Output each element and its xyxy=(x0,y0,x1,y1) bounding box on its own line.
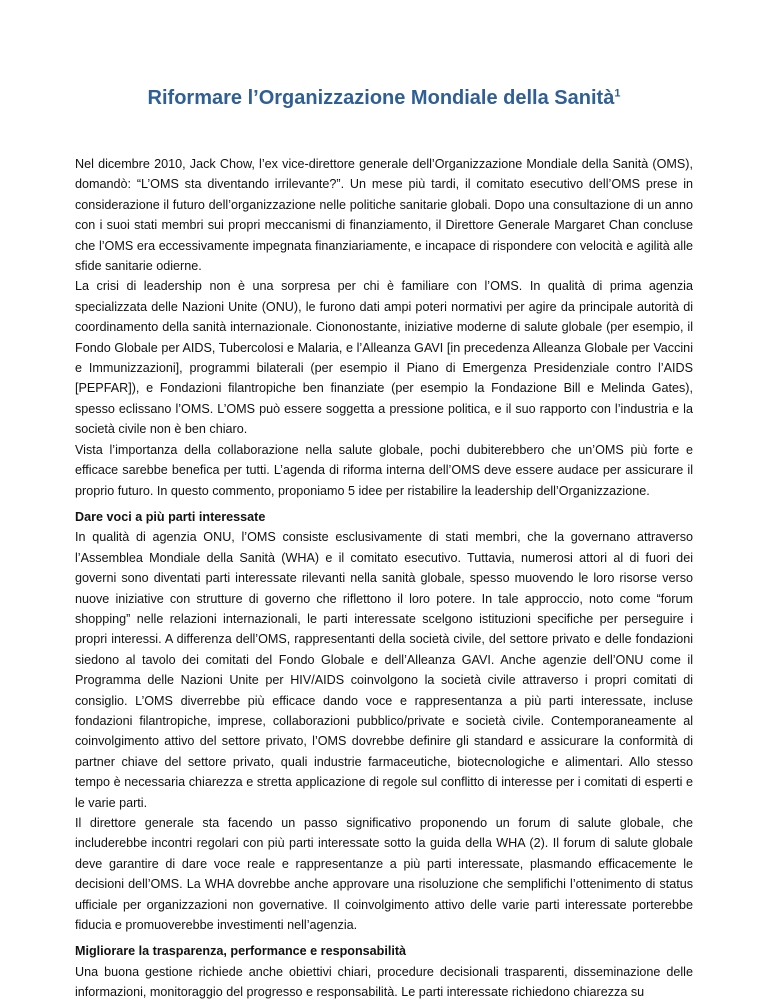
document-body xyxy=(75,154,693,1003)
paragraph-good-governance: Una buona gestione richiede anche obiettivi chiari, procedure decisionali trasparenti, disseminazione delle informazioni, monitoraggio del progresso e responsabilità. Le parti interessate richiedono chiarezza su xyxy=(75,964,693,1000)
section-heading-transparency: Migliorare la trasparenza, performance e responsabilità xyxy=(75,944,407,959)
paragraph-collaboration: Vista l’importanza della collaborazione nella salute globale, pochi dubiterebbero che un’OMS più forte e efficace sarebbe benefica per tutti. L’agenda di riforma interna dell’OMS deve essere audace per assicurare il proprio futuro. In questo commento, proponiamo 5 idee per ristabilire la leadership dell’Organizzazione. xyxy=(75,442,693,498)
paragraph-leadership-crisis: La crisi di leadership non è una sorpresa per chi è familiare con l’OMS. In qualità di prima agenzia specializzata delle Nazioni Unite (ONU), le furono dati ampi poteri normativi per agire da principale autorità di coordinamento della sanità internazionale. Ciononostante, iniziative moderne di salute globale (per esempio, il Fondo Globale per AIDS, Tubercolosi e Malaria, e l’Alleanza GAVI [in precedenza Alleanza Globale per Vaccini e Immunizzazioni], programmi bilaterali (per esempio il Piano di Emergenza Presidenziale contro l’AIDS [PEPFAR]), e Fondazioni filantropiche ben finanziate (per esempio la Fondazione Bill e Melinda Gates), spesso eclissano l’OMS. L’OMS può essere soggetta a pressione politica, e il suo rapporto con l’industria e la società civile non è ben chiaro. xyxy=(75,279,693,437)
title-text: Riformare l’Organizzazione Mondiale della Sanità xyxy=(147,87,615,109)
paragraph-member-states: In qualità di agenzia ONU, l’OMS consiste esclusivamente di stati membri, che la governano attraverso l’Assemblea Mondiale della Sanità (WHA) e il comitato esecutivo. Tuttavia, numerosi attori al di fuori dei governi sono diventati parti interessate rilevanti nella sanità globale, spesso muovendo le loro risorse verso nuove iniziative con strutture di governo che riflettono il loro potere. In tale approccio, noto come “forum shopping” nelle relazioni internazionali, le parti interessate scelgono istituzioni specifiche per perseguire i propri interessi. A differenza dell’OMS, rappresentanti della società civile, del settore privato e delle fondazioni siedono al tavolo dei comitati del Fondo Globale e dell’Alleanza GAVI. Anche agenzie dell’ONU come il Programma delle Nazioni Unite per HIV/AIDS coinvolgono la società civile attraverso i propri comitati di consiglio. L’OMS diverrebbe più efficace dando voce e rappresentanza a più parti interessate, incluse fondazioni filantropiche, imprese, collaborazioni pubblico/private e società civile. Contemporaneamente al coinvolgimento attivo del settore privato, l’OMS dovrebbe definire gli standard e assicurare la conformità di partner chiave del settore privato, quali industrie farmaceutiche, biotecnologiche e alimentari. Allo stesso tempo è necessaria chiarezza e stretta applicazione di regole sul conflitto di interesse per i comitati di esperti e le varie parti. xyxy=(75,530,693,810)
paragraph-intro: Nel dicembre 2010, Jack Chow, l’ex vice-direttore generale dell’Organizzazione Mondiale della Sanità (OMS), domandò: “L’OMS sta diventando irrilevante?”. Un mese più tardi, il comitato esecutivo dell’OMS prese in considerazione il futuro dell’organizzazione nelle politiche sanitarie globali. Dopo una consultazione di un anno con i suoi stati membri sui propri meccanismi di finanziamento, il Direttore Generale Margaret Chan concluse che l’OMS era eccessivamente impegnata finanziariamente, e incapace di rispondere con velocità e agilità alle sfide sanitarie odierne. xyxy=(75,157,693,274)
section-heading-stakeholders: Dare voci a più parti interessate xyxy=(75,509,266,524)
document-page xyxy=(75,0,693,1003)
title-footnote-marker: 1 xyxy=(614,87,621,100)
paragraph-global-health-forum: Il direttore generale sta facendo un passo significativo proponendo un forum di salute globale, che includerebbe incontri regolari con più parti interessate sotto la guida della WHA (2). Il forum di salute globale deve garantire di dare voce reale e rappresentanze a più parti interessate, plasmando efficacemente le decisioni dell’OMS. La WHA dovrebbe anche approvare una risoluzione che semplifichi l’ottenimento di status ufficiale per organizzazioni non governative. Il coinvolgimento attivo delle varie parti interessate porterebbe fiducia e promuoverebbe investimenti nell’agenzia. xyxy=(75,816,693,933)
document-title xyxy=(75,86,693,110)
